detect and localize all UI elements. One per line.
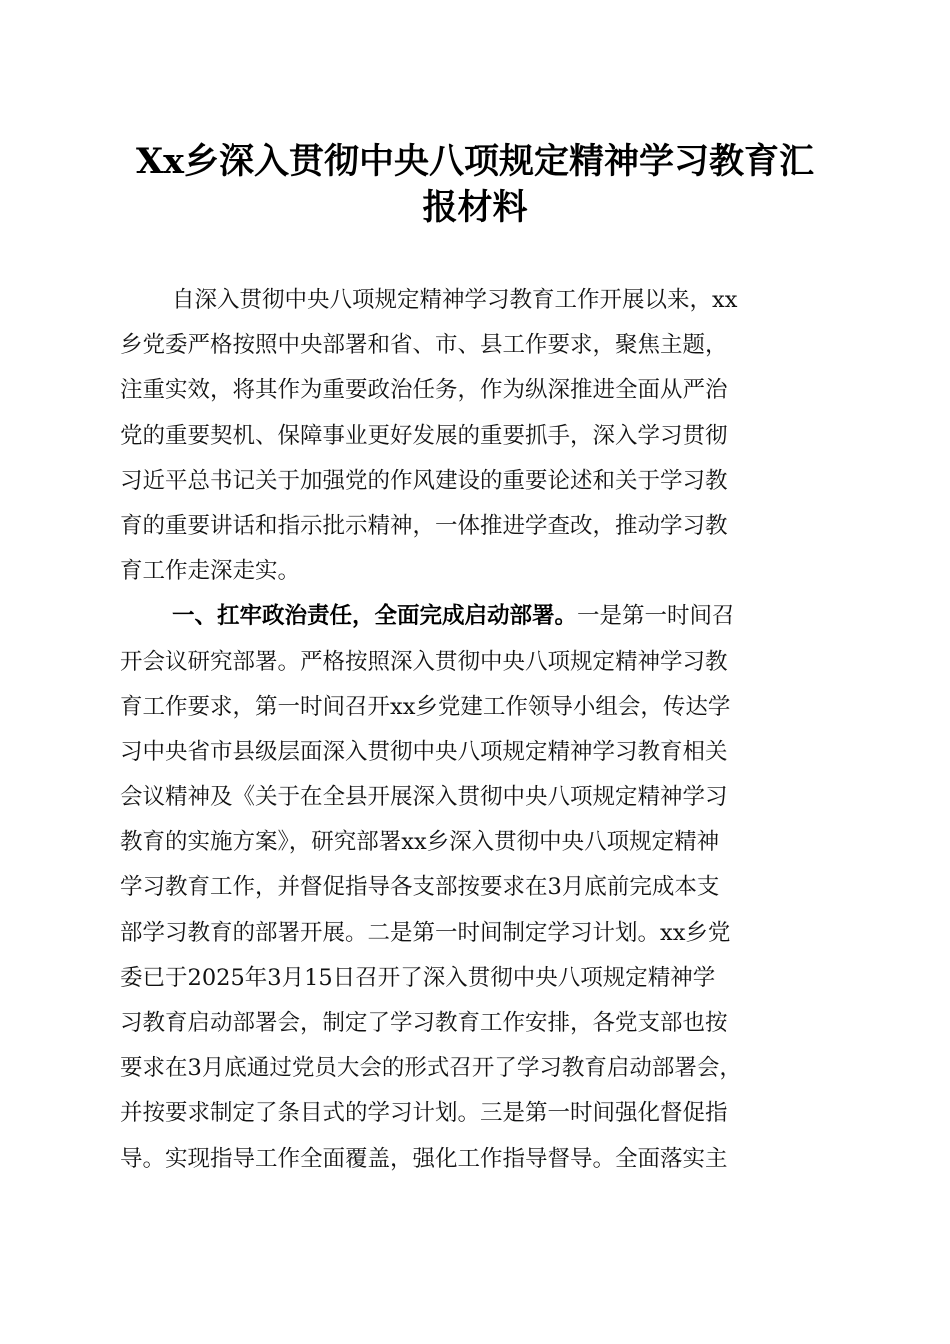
paragraph-1-line: 乡党委严格按照中央部署和省、市、县工作要求，聚焦主题， <box>120 332 728 359</box>
section-1-first-line-rest: 一是第一时间召 <box>577 603 735 630</box>
paragraph-1-line: 党的重要契机、保障事业更好发展的重要抓手，深入学习贯彻 <box>120 422 728 449</box>
section-1-line: 学习教育工作，并督促指导各支部按要求在3月底前完成本支 <box>120 874 720 901</box>
document-body <box>120 278 860 1182</box>
document-title-line-2: 报材料 <box>422 187 528 228</box>
paragraph-1-line: 注重实效，将其作为重要政治任务，作为纵深推进全面从严治 <box>120 377 728 404</box>
paragraph-1-line: 习近平总书记关于加强党的作风建设的重要论述和关于学习教 <box>120 467 728 494</box>
section-1-line: 开会议研究部署。严格按照深入贯彻中央八项规定精神学习教 <box>120 648 728 675</box>
section-1-line: 委已于2025年3月15日召开了深入贯彻中央八项规定精神学 <box>120 964 716 991</box>
section-1-line: 导。实现指导工作全面覆盖，强化工作指导督导。全面落实主 <box>120 1145 728 1172</box>
section-1-line: 育工作要求，第一时间召开xx乡党建工作领导小组会，传达学 <box>120 693 731 720</box>
section-1-line: 部学习教育的部署开展。二是第一时间制定学习计划。xx乡党 <box>120 919 731 946</box>
section-1-line: 习中央省市县级层面深入贯彻中央八项规定精神学习教育相关 <box>120 738 728 765</box>
section-1-line: 并按要求制定了条目式的学习计划。三是第一时间强化督促指 <box>120 1100 728 1127</box>
document-title-line-1: Xx乡深入贯彻中央八项规定精神学习教育汇 <box>135 141 815 182</box>
paragraph-1-line: 自深入贯彻中央八项规定精神学习教育工作开展以来，xx <box>172 287 738 313</box>
section-1-first-line <box>120 594 860 639</box>
section-1-line: 会议精神及《关于在全县开展深入贯彻中央八项规定精神学习 <box>120 784 728 811</box>
paragraph-1-line: 育工作走深走实。 <box>120 558 301 585</box>
section-1-line: 习教育启动部署会，制定了学习教育工作安排，各党支部也按 <box>120 1010 728 1036</box>
paragraph-1-line: 育的重要讲话和指示批示精神，一体推进学查改，推动学习教 <box>120 512 728 539</box>
section-1-line: 教育的实施方案》，研究部署xx乡深入贯彻中央八项规定精神 <box>120 829 720 856</box>
section-1-heading: 一、扛牢政治责任，全面完成启动部署。 <box>172 603 578 630</box>
section-1-line: 要求在3月底通过党员大会的形式召开了学习教育启动部署会， <box>120 1055 742 1082</box>
